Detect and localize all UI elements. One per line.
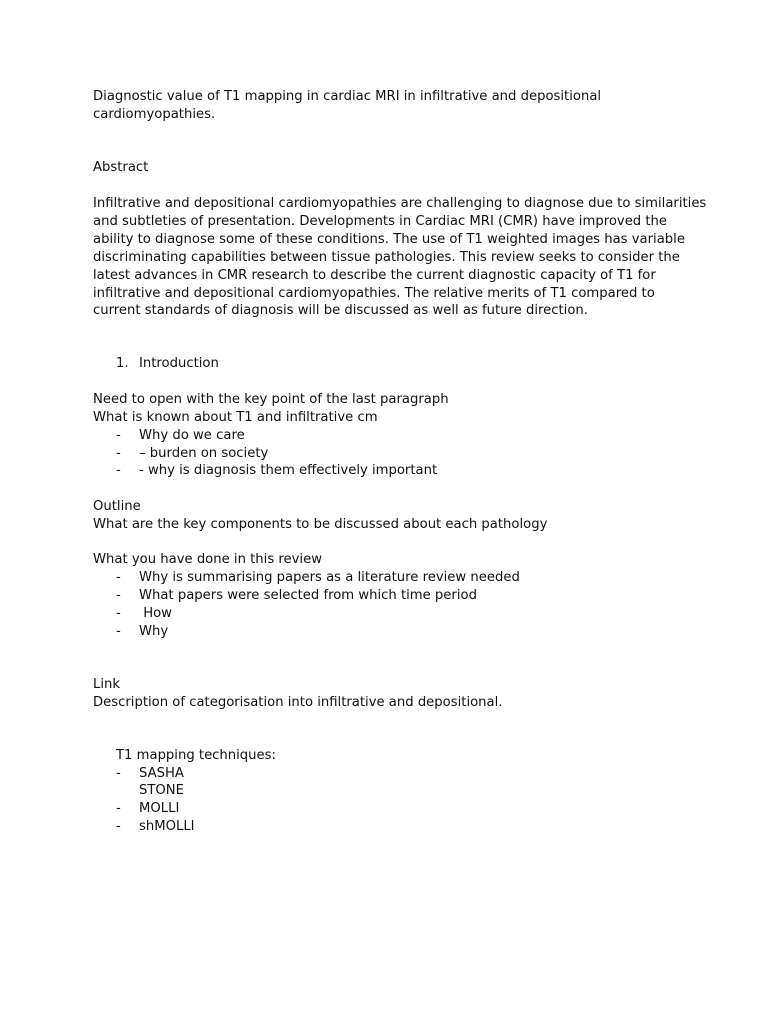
techniques-item-text: SASHA: [139, 766, 184, 781]
abstract-line-6: infiltrative and depositional cardiomyopathies. The relative merits of T1 compared to: [93, 286, 655, 301]
link-text: Description of categorisation into infiltrative and depositional.: [93, 695, 503, 710]
introduction-number: 1.: [116, 356, 129, 371]
techniques-item-text: MOLLI: [139, 801, 180, 816]
introduction-bullet-marker: -: [116, 446, 121, 461]
abstract-line-5: latest advances in CMR research to describe the current diagnostic capacity of T1 for: [93, 268, 656, 283]
outline-heading: Outline: [93, 499, 141, 514]
abstract-line-1: Infiltrative and depositional cardiomyopathies are challenging to diagnose due to similarities: [93, 196, 707, 211]
abstract-line-4: discriminating capabilities between tissue pathologies. This review seeks to consider the: [93, 250, 680, 265]
review-bullet-text: Why is summarising papers as a literature review needed: [139, 570, 520, 585]
review-bullet-marker: -: [116, 570, 121, 585]
link-heading: Link: [93, 677, 121, 692]
introduction-bullet-text: - why is diagnosis them effectively important: [139, 463, 438, 478]
document-title-line-1: Diagnostic value of T1 mapping in cardiac MRI in infiltrative and depositional: [93, 89, 602, 104]
document-title-line-2: cardiomyopathies.: [93, 107, 216, 122]
introduction-heading: Introduction: [139, 356, 219, 371]
review-bullet-text: Why: [139, 624, 169, 639]
introduction-bullet-marker: -: [116, 463, 121, 478]
review-bullet-marker: -: [116, 588, 121, 603]
review-heading: What you have done in this review: [93, 552, 322, 567]
abstract-heading: Abstract: [93, 160, 149, 175]
review-bullet-marker: -: [116, 624, 121, 639]
introduction-line-2: What is known about T1 and infiltrative cm: [93, 410, 378, 425]
techniques-item-marker: -: [116, 801, 121, 816]
review-bullet-text: How: [139, 606, 172, 621]
outline-text: What are the key components to be discussed about each pathology: [93, 517, 548, 532]
techniques-item-text: STONE: [139, 783, 185, 798]
techniques-item-marker: -: [116, 766, 121, 781]
abstract-line-3: ability to diagnose some of these conditions. The use of T1 weighted images has variable: [93, 232, 685, 247]
review-bullet-marker: -: [116, 606, 121, 621]
techniques-item-text: shMOLLI: [139, 819, 195, 834]
introduction-bullet-text: Why do we care: [139, 428, 245, 443]
abstract-line-7: current standards of diagnosis will be discussed as well as future direction.: [93, 303, 588, 318]
techniques-heading: T1 mapping techniques:: [116, 748, 276, 763]
introduction-bullet-marker: -: [116, 428, 121, 443]
techniques-item-marker: -: [116, 819, 121, 834]
abstract-line-2: and subtleties of presentation. Developments in Cardiac MRI (CMR) have improved the: [93, 214, 668, 229]
review-bullet-text: What papers were selected from which time period: [139, 588, 477, 603]
introduction-bullet-text: – burden on society: [139, 446, 269, 461]
introduction-line-1: Need to open with the key point of the last paragraph: [93, 392, 449, 407]
